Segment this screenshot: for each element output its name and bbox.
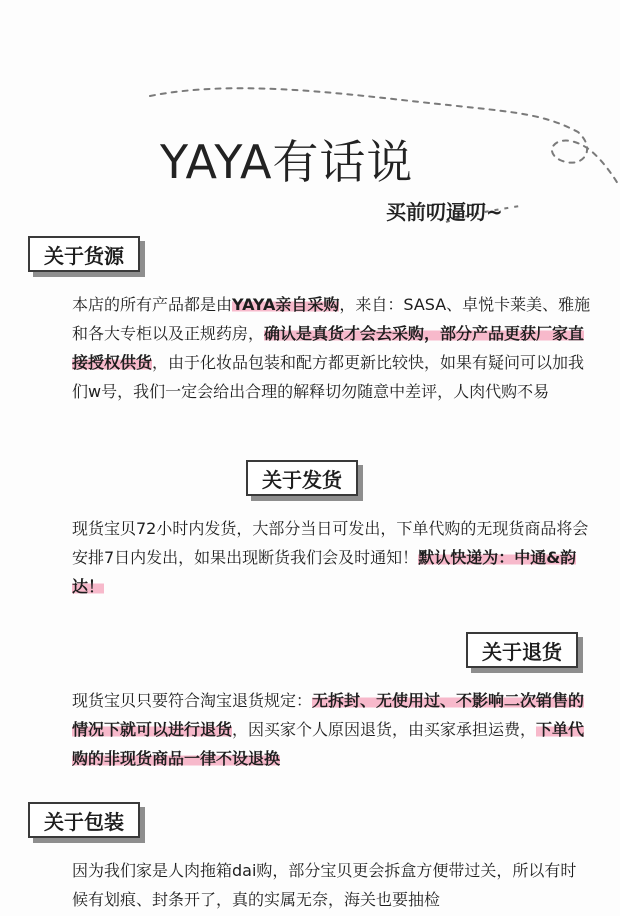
section-label-shipping: 关于发货 — [246, 460, 358, 496]
page-subtitle: 买前叨逼叨~ — [386, 200, 503, 224]
section-text-returns — [72, 686, 592, 773]
text-segment: ，因买家个人原因退货，由买家承担运费， — [232, 720, 537, 739]
highlight-segment: YAYA亲自采购 — [232, 295, 340, 314]
section-text-packaging — [72, 856, 592, 914]
highlight-segment: 默认快递为：中通&韵达！ — [72, 548, 577, 596]
highlight-segment: 下单代购的非现货商品一律不设退换 — [72, 720, 585, 768]
text-segment: ，来自：SASA、卓悦卡莱美、雅施和各大专柜以及正规药房， — [72, 295, 591, 343]
section-label-source: 关于货源 — [28, 236, 140, 272]
section-text-shipping — [72, 514, 592, 601]
text-segment: 现货宝贝只要符合淘宝退货规定： — [72, 691, 313, 710]
section-label-returns: 关于退货 — [466, 632, 578, 668]
text-segment: 因为我们家是人肉拖箱dai购，部分宝贝更会拆盒方便带过关，所以有时候有划痕、封条开了，真的实属无奈，海关也要抽检 — [72, 861, 577, 909]
text-segment: 现货宝贝72小时内发货，大部分当日可发出，下单代购的无现货商品将会安排7日内发出，如果出现断货我们会及时通知！ — [72, 519, 589, 567]
page-title: YAYA有话说 — [160, 135, 414, 189]
section-text-source — [72, 290, 592, 406]
section-label-packaging: 关于包装 — [28, 802, 140, 838]
text-segment: ，由于化妆品包装和配方都更新比较快，如果有疑问可以加我们w号，我们一定会给出合理的解释切勿随意中差评，人肉代购不易 — [72, 353, 585, 401]
highlight-segment: 无拆封、无使用过、不影响二次销售的情况下就可以进行退货 — [72, 691, 585, 739]
highlight-segment: 确认是真货才会去采购，部分产品更获厂家直接授权供货 — [72, 324, 585, 372]
text-segment: 本店的所有产品都是由 — [72, 295, 233, 314]
